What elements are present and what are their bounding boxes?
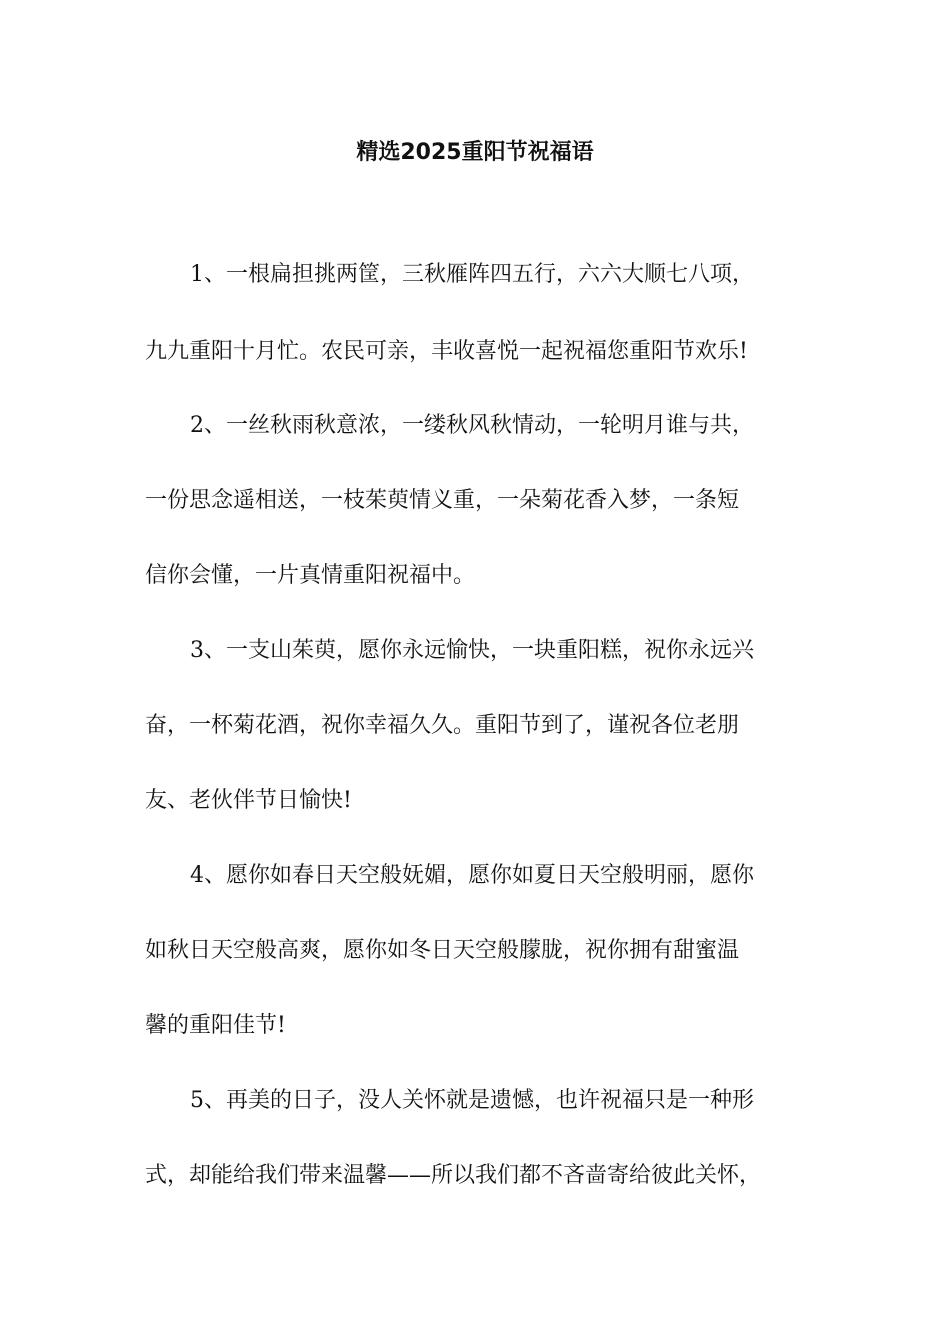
paragraph-2-line-1: 2、一丝秋雨秋意浓，一缕秋风秋情动，一轮明月谁与共，	[190, 413, 754, 438]
paragraph-1-line-2: 九九重阳十月忙。农民可亲，丰收喜悦一起祝福您重阳节欢乐!	[145, 339, 748, 364]
paragraph-4-line-3: 馨的重阳佳节!	[145, 1013, 286, 1038]
paragraph-2-line-2: 一份思念遥相送，一枝茱萸情义重，一朵菊花香入梦，一条短	[145, 488, 740, 513]
paragraph-5-line-2: 式，却能给我们带来温馨——所以我们都不吝啬寄给彼此关怀，	[145, 1163, 762, 1188]
paragraph-3-line-2: 奋，一杯菊花酒，祝你幸福久久。重阳节到了，谨祝各位老朋	[145, 713, 740, 738]
paragraph-5-line-1: 5、再美的日子，没人关怀就是遗憾，也许祝福只是一种形	[190, 1088, 754, 1113]
paragraph-3-line-1: 3、一支山茱萸，愿你永远愉快，一块重阳糕，祝你永远兴	[190, 638, 754, 663]
paragraph-2-line-3: 信你会懂，一片真情重阳祝福中。	[145, 563, 476, 588]
paragraph-1-line-1: 1、一根扁担挑两筐，三秋雁阵四五行，六六大顺七八项，	[190, 262, 754, 287]
paragraph-3-line-3: 友、老伙伴节日愉快!	[145, 788, 352, 813]
paragraph-4-line-2: 如秋日天空般高爽，愿你如冬日天空般朦胧，祝你拥有甜蜜温	[145, 938, 740, 963]
document-title: 精选2025重阳节祝福语	[356, 140, 594, 165]
paragraph-4-line-1: 4、愿你如春日天空般妩媚，愿你如夏日天空般明丽，愿你	[190, 863, 754, 888]
